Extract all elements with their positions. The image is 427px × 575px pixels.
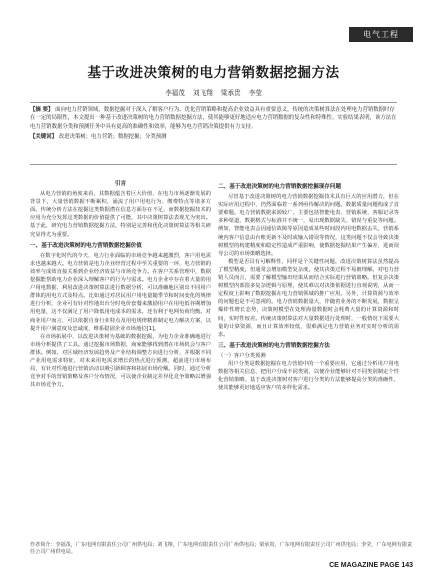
section-3-subheading: （一）客户分类预测 (218, 352, 266, 359)
section-1-heading: 一、基于改进决策树的电力营销数据挖掘价值 (30, 242, 142, 249)
intro-paragraph: 从电力营销的角度来看，其数据蕴含着巨大价值，在电力市场逐渐发展的背景下，大量营销数据不断累积，涌流了用户用电行为、缴费特点等诸多方面。传统分析方法在挖掘这类数据潜在信息方面存在不足，而数据挖掘技术的应用为充分发挥这类数据的价值提供了可能，其中决策树算法表现尤为突出。基于此，研究电力营销数据挖掘方法，特别是完善和优化决策树算法等相关研究显得尤为重要。 (30, 191, 211, 238)
section-3-heading: 三、基于改进决策树的电力营销数据挖掘方法 (218, 342, 330, 349)
section-3-paragraph: 用户分类是数据挖掘在电力营销中的一个重要应用，它通过分析用户用电数据等相关信息，把用户分成不同类别，以便企业能够针对不同类别制定个性化营销策略。基于改进决策树对客户进行分类的方法能够提高分类的准确性，使其能够更好地适应客户的多样化需求。 (218, 360, 399, 392)
section-2-paragraph-1: 尽管基于改进决策树的电力营销数据挖掘技术具有巨大的应用潜力，但在实际应用过程中，仍然面临着一系列亟待解决的问题。数据质量问题构成了首要难题。电力营销数据来源较广，主要包括智能电表、营销系统、客服记录等多种渠道，数据格式与标准并不统一，易出现数据缺失、错误与重复等问题。例如，智能电表会因通信故障等原因造成某些时间段内用电数据丢失，营销系统内客户信息由台账更新不及时或输入错误等情况，这类问题不仅会导致决策树模型的构建精度和稳定性造成严重影响，使数据挖掘结果产生偏差，进而误导公司的市场策略选择。 (218, 194, 399, 257)
keywords-label: 【关键词】 (30, 134, 57, 141)
left-column (30, 180, 211, 540)
section-2-heading: 二、基于改进决策树的电力营销数据挖掘现存问题 (218, 184, 342, 190)
article-authors: 李福茂 刘飞翔 梁承贵 李莹 (165, 89, 262, 97)
abstract-label: 【摘 要】 (30, 107, 54, 113)
section-2-paragraph-2: 模型是否具有可解释性，同样是个关键性问题。改进决策树算法虽然提高了模型精度，但通常会增加模型复杂度，使其决策过程不易被理解。对电力营销人员而言，需要了解模型输出结果从而结合实际进行营销策略。但复杂决策树模型内部很多复杂逻辑与原理，使其难以对决策依据进行直观说明，从而一定程度上影响了数据挖掘在电力营销领域的推广应用。另外，计算资源与效率的问题也是不可忽视的。电力营销数据量大，伴随着业务的不断发展，数据呈爆炸性增长态势，决策树模型在处理海量数据时会耗费大量的计算资源和时间，实时性较差。传统决策树算法对大量数据进行处理时，一般情况下需要大量的计算资源，而且计算效率较低，很难满足电力营销业务对实时分析的需求。 (218, 258, 399, 338)
abstract-text: 面向电力营销领域，数据挖掘对于深入了解客户行为、优化营销策略和提高企业效益具有重要意义。传统的决策树算法在处理电力营销数据时存在一定的局限性，本文提出一种基于改进决策树的电力营销数据挖掘方法，使其能够更好地适应电力营销数据的复杂性和特殊性。实验结果表明，该方法在电力营销数据分类和预测任务中具有更高的准确性和效率，能够为电力营销决策提供有力支持。 (30, 107, 397, 130)
section-1-paragraph-2: 在市场拓展中，以改进决策树为基础的数据挖掘，为电力企业准确地进行市场分析提供了工具。通过挖掘市场数据，商家能够找到潜在市场机会与客户群体。例如，对区域经济发展趋势及产业结构调整方向进行分析，并根据不同产业用电需求特征，对未来用电需求增长的热点进行预测，超前进行市场布局，有针对性地进行营销活动以吸引新顾客和拓展市场份额。同时，通过分析竞争对手的营销策略及客户分布情况，可以使企业制定差异化竞争策略以增强其市场竞争力。 (30, 333, 211, 389)
intro-heading: 引言 (114, 181, 127, 187)
page-number: CE MAGAZINE PAGE 143 (329, 562, 413, 569)
keywords-text: 改进决策树；电力营销；数据挖掘；分类预测 (58, 134, 167, 141)
section-1-paragraph-1: 在数字化时代的今天，电力行业面临的市场竞争越来越激烈，客户用电需求也越来越大。电力营销是电力企业经营过程中至关重要的一环，电力营销的效率与成效直接关系到企业经济效益与市场竞争力。在客户关系管理中，数据挖掘能帮助电力企业深入理解客户的行为与需求。电力企业中存在着大量的用户用电数据，利用改进决策树算法进行数据分析，可以准确地区别出不同用户群体的用电方式及特点。比如通过对居民用户用电量随季节和时间变化的规律进行分析，企业可有针对性地出台分时电价套餐来激励用户在用电低谷期增加用电量，这不仅满足了用户降低用电成本的需求，还有利于电网负荷均衡。对商业用户而言，可以依据自身行业特点及用电规律精准制定电力解决方案，以提升用户满意度及忠诚度，维系稳固企业市场地位[1]。 (30, 252, 211, 332)
keywords-line (30, 133, 397, 141)
article-title: 基于改进决策树的电力营销数据挖掘方法 (87, 65, 340, 81)
right-column (218, 180, 399, 540)
author-info: 作者简介：李福茂，广东电网有限责任公司广州供电局；刘飞翔，广东电网有限责任公司广州供电局；梁承贵，广东电网有限责任公司广州供电局；李莹，广东电网有限责任公司广州供电局。 (30, 542, 413, 556)
section-tag: 电气工程 (349, 27, 413, 42)
abstract-box (30, 102, 397, 165)
